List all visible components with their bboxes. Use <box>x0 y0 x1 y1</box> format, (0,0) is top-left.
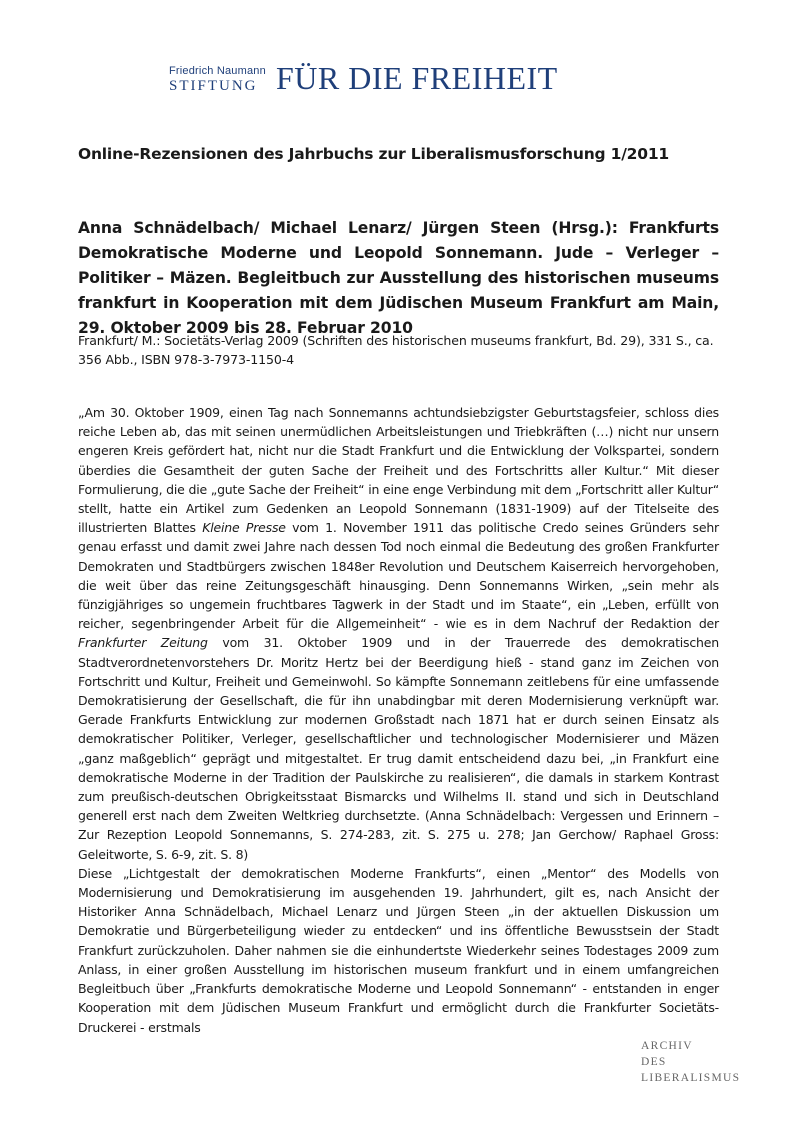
paragraph-2: Diese „Lichtgestalt der demokratischen Moderne Frankfurts“, einen „Mentor“ des Modells von Modernisierung und Demokratisierung im ausgehenden 19. Jahrhundert, gilt es, nach Ansicht der Historiker Anna Schnädelbach, Michael Lenarz und Jürgen Steen „in der aktuellen Diskussion um Demokratie und Bürgerbeteiligung wieder zu entdecken“ und ins öffentliche Bewusstsein der Stadt Frankfurt zurückzuholen. Daher nahmen sie die einhundertste Wiederkehr seines Todestages 2009 zum Anlass, in einer großen Ausstellung im historischen museum frankfurt und in einem umfangreichen Begleitbuch über „Frankfurts demokratische Moderne und Leopold Sonnemann“ - entstanden in enger Kooperation mit dem Jüdischen Museum Frankfurt und ermöglicht durch die Frankfurter Societäts-Druckerei - erstmals <box>78 865 719 1035</box>
logo-foundation-name: Friedrich Naumann <box>169 65 266 77</box>
paragraph-1-part-a: „Am 30. Oktober 1909, einen Tag nach Sonnemanns achtundsiebzigster Geburtstagsfeier, schloss dies reiche Leben ab, das mit seinen unermüdlichen Arbeitsleistungen und Triebkräften (…) nicht nur unsern engeren Kreis gefördert hat, nicht nur die Stadt Frankfurt und die Entwicklung der Volkspartei, sondern überdies die Gesamtheit der guten Sache der Freiheit und des Fortschritts aller Kultur.“ Mit dieser Formulierung, die die „gute Sache der Freiheit“ in eine enge Verbindung mit dem „Fortschritt aller Kultur“ stellt, hatte ein Artikel zum Gedenken an Leopold Sonnemann (1831-1909) auf der Titelseite des illustrierten Blattes <box>78 405 719 536</box>
newspaper-title-frankfurter-zeitung: Frankfurter Zeitung <box>78 635 208 651</box>
archive-logo <box>641 1038 740 1086</box>
archive-logo-line1: ARCHIV <box>641 1040 693 1052</box>
paragraph-1-part-c: vom 31. Oktober 1909 und in der Trauerrede des demokratischen Stadtverordnetenvorstehers Dr. Moritz Hertz bei der Beerdigung hieß - stand ganz im Zeichen von Fortschritt und Kultur, Freiheit und Gemeinwohl. So kämpfte Sonnemann zeitlebens für eine umfassende Demokratisierung der Gesellschaft, die für ihn unabdingbar mit deren Modernisierung verknüpft war. Gerade Frankfurts Entwicklung zur modernen Großstadt nach 1871 hat er durch seinen Einsatz als demokratischer Politiker, Verleger, gesellschaftlicher und technologischer Modernisierer und Mäzen „ganz maßgeblich“ geprägt und mitgestaltet. Er trug damit entscheidend dazu bei, „in Frankfurt eine demokratische Moderne in der Tradition der Paulskirche zu realisieren“, die damals in starkem Kontrast zum preußisch-deutschen Obrigkeitsstaat Bismarcks und Wilhelms II. stand und sich in Deutschland generell erst nach dem Zweiten Weltkrieg durchsetzte. (Anna Schnädelbach: Vergessen und Erinnern – Zur Rezeption Leopold Sonnemanns, S. 274-283, zit. S. 275 u. 278; Jan Gerchow/ Raphael Gross: Geleitworte, S. 6-9, zit. S. 8) <box>78 635 719 862</box>
bibliographic-info: Frankfurt/ M.: Societäts-Verlag 2009 (Schriften des historischen museums frankfurt, Bd. 29), 331 S., ca. 356 Abb., ISBN 978-3-7973-1150-4 <box>78 333 714 367</box>
archive-logo-line2: DES <box>641 1056 667 1068</box>
paragraph-1 <box>78 403 719 864</box>
newspaper-title-kleine-presse: Kleine Presse <box>202 520 286 536</box>
paragraph-1-part-b: vom 1. November 1911 das politische Credo seines Gründers sehr genau erfasst und damit zwei Jahre nach dessen Tod noch einmal die Bedeutung des großen Frankfurter Demokraten und Stadtbürgers zwischen 1848er Revolution und Deutschem Kaiserreich hervorgehoben, die weit über das reine Zeitungsgeschäft hinausging. Denn Sonnemanns Wirken, „sein mehr als fünzigjähriges so ungemein fruchtbares Tagwerk in der Stadt und im Staate“, ein „Leben, erfüllt von reicher, segenbringender Arbeit für die Allgemeinheit“ - wie es in dem Nachruf der Redaktion der <box>78 520 719 632</box>
logo-claim: FÜR DIE FREIHEIT <box>275 60 558 96</box>
logo-small-text <box>169 66 266 94</box>
book-title: Anna Schnädelbach/ Michael Lenarz/ Jürgen Steen (Hrsg.): Frankfurts Demokratische Moderne und Leopold Sonnemann. Jude – Verleger – Politiker – Mäzen. Begleitbuch zur Ausstellung des historischen museums frankfurt in Kooperation mit dem Jüdischen Museum Frankfurt am Main, 29. Oktober 2009 bis 28. Februar 2010 <box>78 219 719 337</box>
logo-stiftung: STIFTUNG <box>169 78 258 94</box>
archive-logo-line3: LIBERALISMUS <box>641 1072 741 1084</box>
series-title: Online-Rezensionen des Jahrbuchs zur Liberalismusforschung 1/2011 <box>78 145 670 163</box>
foundation-logo <box>169 62 558 94</box>
review-body <box>78 403 719 1037</box>
